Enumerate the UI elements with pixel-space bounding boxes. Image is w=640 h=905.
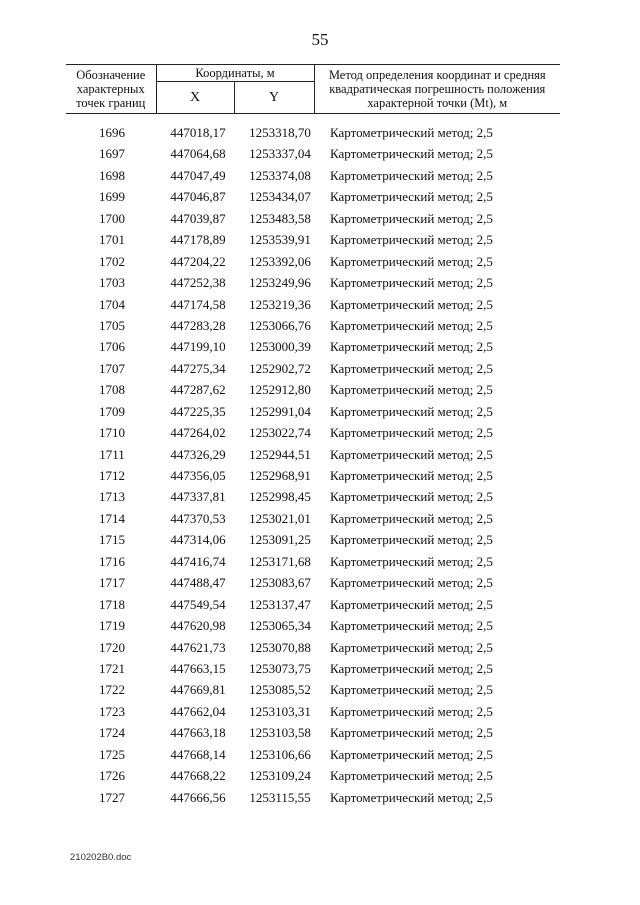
cell-x: 447416,74 — [170, 553, 226, 569]
cell-point: 1712 — [99, 468, 125, 483]
cell-x: 447668,14 — [170, 746, 226, 762]
cell-point: 1699 — [99, 189, 125, 205]
cell-point: 1719 — [99, 618, 125, 634]
cell-method: Картометрический метод; 2,5 — [330, 232, 493, 248]
cell-method: Картометрический метод; 2,5 — [330, 382, 493, 398]
cell-point: 1724 — [99, 725, 125, 741]
cell-y: 1253021,01 — [249, 510, 311, 526]
cell-point: 1711 — [99, 446, 125, 462]
page-number: 55 — [311, 30, 329, 49]
cell-y: 1253137,47 — [249, 596, 311, 612]
table-row — [66, 486, 560, 507]
cell-point: 1703 — [99, 275, 125, 291]
table-row — [66, 272, 560, 293]
cell-x: 447669,81 — [170, 682, 226, 698]
header-point-label: Обозначение характерных точек границ — [66, 65, 156, 114]
coordinates-table-body — [66, 122, 560, 808]
cell-point: 1718 — [99, 596, 125, 612]
table-row — [66, 594, 560, 615]
cell-x: 447337,81 — [170, 489, 226, 505]
table-row — [66, 679, 560, 700]
cell-x: 447204,22 — [170, 253, 226, 269]
cell-method: Картометрический метод; 2,5 — [330, 596, 493, 612]
cell-y: 1253022,74 — [249, 425, 311, 441]
cell-point: 1710 — [99, 425, 125, 441]
cell-x: 447064,68 — [170, 146, 226, 162]
cell-y: 1253103,58 — [249, 725, 311, 741]
cell-y: 1253483,58 — [249, 210, 311, 226]
cell-x: 447662,04 — [170, 703, 226, 719]
table-row — [66, 122, 560, 143]
cell-y: 1253070,88 — [249, 639, 311, 655]
cell-x: 447620,98 — [170, 618, 226, 634]
cell-point: 1697 — [99, 146, 125, 162]
table-row — [66, 701, 560, 722]
cell-point: 1705 — [99, 317, 125, 333]
table-row — [66, 165, 560, 186]
cell-y: 1252902,72 — [249, 360, 311, 376]
cell-method: Картометрический метод; 2,5 — [330, 703, 493, 719]
cell-x: 447663,15 — [170, 660, 226, 676]
table-row — [66, 744, 560, 765]
cell-x: 447264,02 — [170, 425, 226, 441]
cell-y: 1252968,91 — [249, 468, 311, 483]
cell-x: 447488,47 — [170, 575, 226, 591]
cell-point: 1709 — [99, 403, 125, 419]
cell-method: Картометрический метод; 2,5 — [330, 167, 493, 183]
cell-y: 1253073,75 — [249, 660, 311, 676]
cell-x: 447549,54 — [170, 596, 226, 612]
table-row — [66, 401, 560, 422]
cell-y: 1253066,76 — [249, 317, 311, 333]
cell-y: 1252991,04 — [249, 403, 311, 419]
table-row — [66, 143, 560, 164]
cell-method: Картометрический метод; 2,5 — [330, 489, 493, 505]
cell-method: Картометрический метод; 2,5 — [330, 339, 493, 355]
cell-method: Картометрический метод; 2,5 — [330, 682, 493, 698]
cell-method: Картометрический метод; 2,5 — [330, 468, 493, 483]
table-header — [66, 64, 560, 114]
cell-y: 1253106,66 — [249, 746, 311, 762]
cell-x: 447668,22 — [170, 768, 226, 784]
cell-point: 1714 — [99, 510, 125, 526]
cell-method: Картометрический метод; 2,5 — [330, 360, 493, 376]
cell-y: 1253103,31 — [249, 703, 311, 719]
cell-method: Картометрический метод; 2,5 — [330, 425, 493, 441]
cell-method: Картометрический метод; 2,5 — [330, 125, 493, 140]
cell-point: 1696 — [99, 125, 125, 140]
cell-y: 1253065,34 — [249, 618, 311, 634]
cell-point: 1698 — [99, 167, 125, 183]
cell-point: 1702 — [99, 253, 125, 269]
cell-y: 1253219,36 — [249, 296, 311, 312]
cell-point: 1721 — [99, 660, 125, 676]
header-x-label: X — [156, 82, 234, 114]
cell-y: 1253392,06 — [249, 253, 311, 269]
cell-y: 1253091,25 — [249, 532, 311, 548]
table-row — [66, 229, 560, 250]
cell-method: Картометрический метод; 2,5 — [330, 446, 493, 462]
table-row — [66, 572, 560, 593]
cell-point: 1715 — [99, 532, 125, 548]
cell-x: 447018,17 — [170, 125, 226, 140]
table-row — [66, 529, 560, 550]
header-coords-label: Координаты, м — [156, 65, 314, 82]
cell-x: 447199,10 — [170, 339, 226, 355]
cell-x: 447275,34 — [170, 360, 226, 376]
cell-x: 447225,35 — [170, 403, 226, 419]
cell-method: Картометрический метод; 2,5 — [330, 639, 493, 655]
cell-point: 1725 — [99, 746, 125, 762]
cell-method: Картометрический метод; 2,5 — [330, 210, 493, 226]
cell-method: Картометрический метод; 2,5 — [330, 296, 493, 312]
cell-method: Картометрический метод; 2,5 — [330, 768, 493, 784]
cell-point: 1700 — [99, 210, 125, 226]
cell-y: 1252998,45 — [249, 489, 311, 505]
cell-x: 447178,89 — [170, 232, 226, 248]
cell-y: 1253249,96 — [249, 275, 311, 291]
table-row — [66, 186, 560, 207]
table-row — [66, 508, 560, 529]
cell-method: Картометрический метод; 2,5 — [330, 275, 493, 291]
table-row — [66, 251, 560, 272]
table-row — [66, 787, 560, 808]
cell-method: Картометрический метод; 2,5 — [330, 618, 493, 634]
cell-point: 1722 — [99, 682, 125, 698]
cell-x: 447663,18 — [170, 725, 226, 741]
cell-x: 447666,56 — [170, 789, 226, 805]
header-method-label: Метод определения координат и средняя квадратическая погрешность положения характерной точки (Mt), м — [314, 65, 560, 114]
cell-x: 447047,49 — [170, 167, 226, 183]
cell-x: 447314,06 — [170, 532, 226, 548]
cell-method: Картометрический метод; 2,5 — [330, 189, 493, 205]
cell-method: Картометрический метод; 2,5 — [330, 510, 493, 526]
cell-point: 1716 — [99, 553, 125, 569]
table-row — [66, 422, 560, 443]
cell-point: 1717 — [99, 575, 125, 591]
cell-x: 447252,38 — [170, 275, 226, 291]
table-row — [66, 465, 560, 486]
table-row — [66, 379, 560, 400]
cell-x: 447283,28 — [170, 317, 226, 333]
cell-point: 1720 — [99, 639, 125, 655]
cell-x: 447046,87 — [170, 189, 226, 205]
cell-y: 1252944,51 — [249, 446, 311, 462]
cell-point: 1704 — [99, 296, 125, 312]
cell-y: 1253374,08 — [249, 167, 311, 183]
cell-y: 1253171,68 — [249, 553, 311, 569]
cell-y: 1253318,70 — [249, 125, 311, 140]
cell-x: 447621,73 — [170, 639, 226, 655]
cell-point: 1726 — [99, 768, 125, 784]
table-row — [66, 294, 560, 315]
cell-x: 447356,05 — [170, 468, 226, 483]
table-row — [66, 765, 560, 786]
cell-y: 1253337,04 — [249, 146, 311, 162]
cell-y: 1253083,67 — [249, 575, 311, 591]
table-row — [66, 658, 560, 679]
cell-method: Картометрический метод; 2,5 — [330, 146, 493, 162]
cell-y: 1253085,52 — [249, 682, 311, 698]
cell-x: 447287,62 — [170, 382, 226, 398]
cell-point: 1713 — [99, 489, 125, 505]
table-row — [66, 615, 560, 636]
cell-point: 1706 — [99, 339, 125, 355]
cell-y: 1253115,55 — [249, 789, 311, 805]
cell-method: Картометрический метод; 2,5 — [330, 553, 493, 569]
table-row — [66, 722, 560, 743]
cell-y: 1253434,07 — [249, 189, 311, 205]
table-row — [66, 336, 560, 357]
table-row — [66, 444, 560, 465]
cell-y: 1253000,39 — [249, 339, 311, 355]
cell-point: 1708 — [99, 382, 125, 398]
cell-method: Картометрический метод; 2,5 — [330, 253, 493, 269]
table-row — [66, 637, 560, 658]
table-row — [66, 551, 560, 572]
cell-method: Картометрический метод; 2,5 — [330, 403, 493, 419]
table-row — [66, 315, 560, 336]
cell-x: 447039,87 — [170, 210, 226, 226]
cell-y: 1252912,80 — [249, 382, 311, 398]
cell-method: Картометрический метод; 2,5 — [330, 532, 493, 548]
cell-method: Картометрический метод; 2,5 — [330, 789, 493, 805]
table-row — [66, 208, 560, 229]
cell-point: 1727 — [99, 789, 125, 805]
footer-filename: 210202B0.doc — [70, 852, 132, 863]
cell-x: 447174,58 — [170, 296, 226, 312]
cell-point: 1723 — [99, 703, 125, 719]
cell-point: 1707 — [99, 360, 125, 376]
cell-y: 1253539,91 — [249, 232, 311, 248]
table-row — [66, 358, 560, 379]
cell-method: Картометрический метод; 2,5 — [330, 317, 493, 333]
cell-method: Картометрический метод; 2,5 — [330, 660, 493, 676]
cell-point: 1701 — [99, 232, 125, 248]
cell-x: 447326,29 — [170, 446, 226, 462]
header-y-label: Y — [234, 82, 314, 114]
cell-method: Картометрический метод; 2,5 — [330, 575, 493, 591]
cell-x: 447370,53 — [170, 510, 226, 526]
cell-method: Картометрический метод; 2,5 — [330, 746, 493, 762]
cell-method: Картометрический метод; 2,5 — [330, 725, 493, 741]
cell-y: 1253109,24 — [249, 768, 311, 784]
